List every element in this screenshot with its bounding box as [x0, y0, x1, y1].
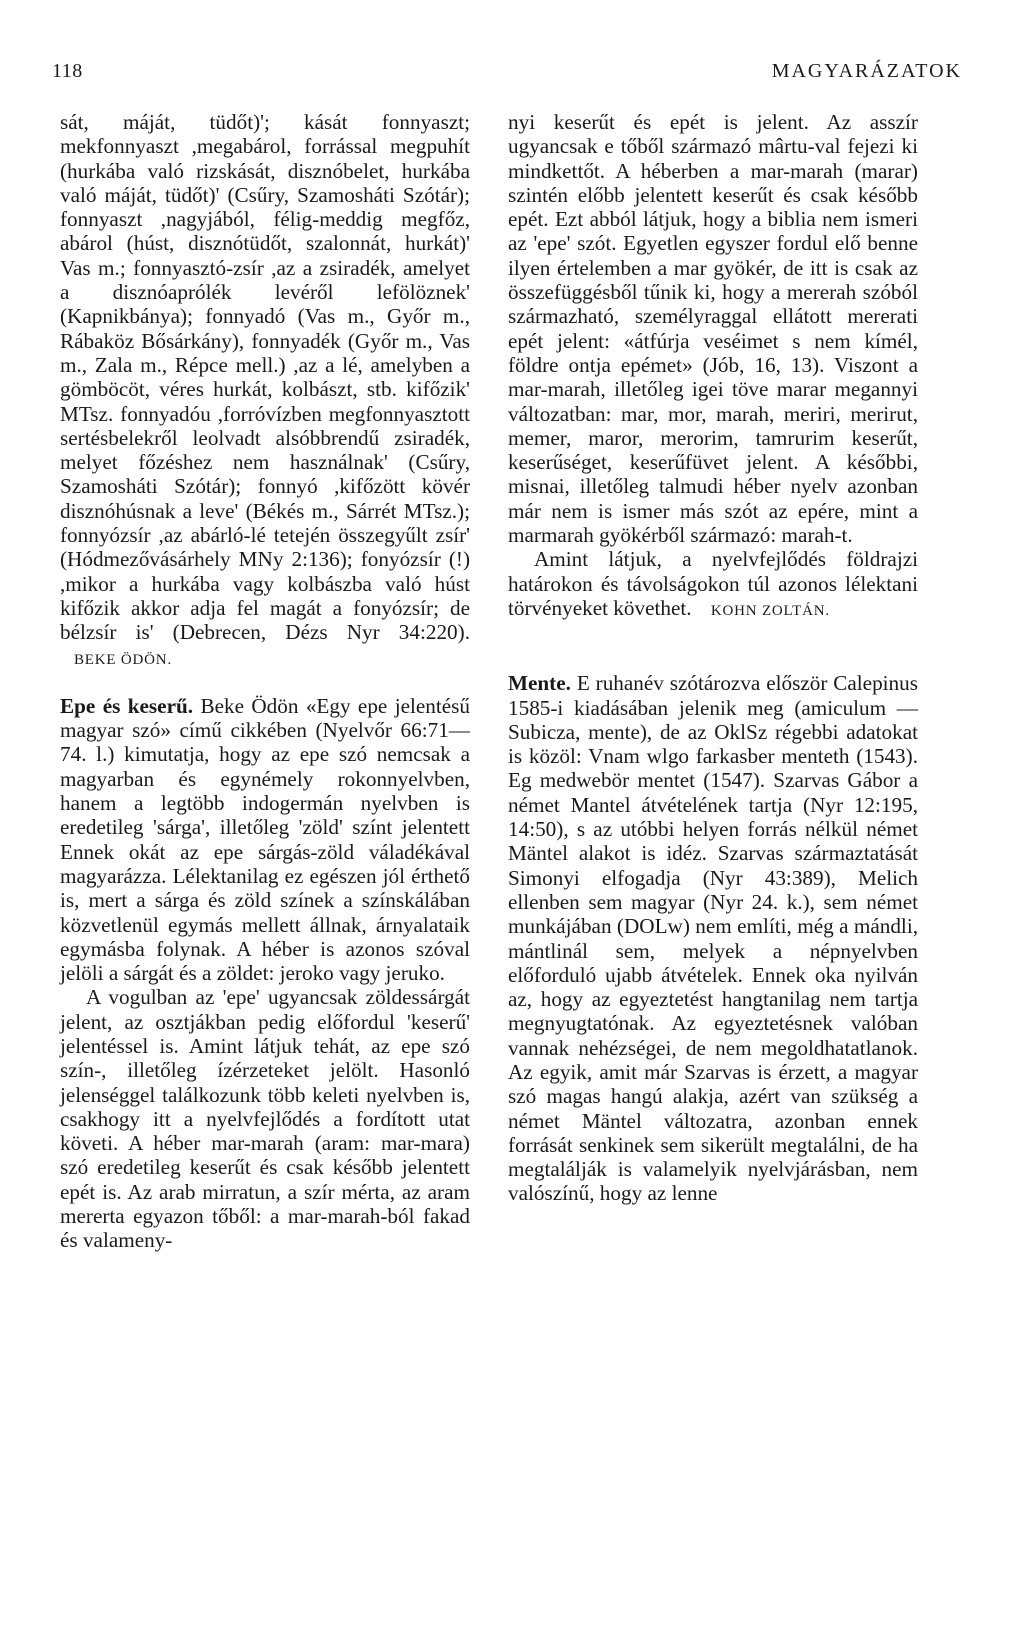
paragraph-mente [508, 671, 918, 1206]
paragraph-text: Amint látjuk, a nyelvfejlődés földrajzi határokon és távolságokon túl azonos lélektani törvényeket követhet. [508, 547, 918, 620]
paragraph-text: sát, máját, tüdőt)'; kását fonnyaszt; mekfonnyaszt ,megabárol, forrással megpuhít (hurkába való rizskását, disznóbelet, hurkába való máját, tüdőt)' (Csűry, Szamosháti Szótár); fonnyaszt ,nagyjából, félig-meddig megfőz, abárol (húst, disznótüdőt, szalonnát, hurkát)' Vas m.; fonnyasztó-zsír ,az a zsiradék, amelyet a disznóaprólék levéről lefölöznek' (Kapnikbánya); fonnyadó (Vas m., Győr m., Rábaköz Bősárkány), fonnyadék (Győr m., Vas m., Zala m., Répce mell.) ,az a lé, amelyben a gömböcöt, véres hurkát, kolbászt, stb. kifőzik' MTsz. fonnyadóu ,forróvízben megfonnyasztott sertésbelekről leolvadt alsóbbrendű zsiradék, melyet főzéshez nem használnak' (Csűry, Szamosháti Szótár); fonnyó ,kifőzött kövér disznóhúsnak a leve' (Békés m., Sárrét MTsz.); fonnyózsír ,az abárló-lé tetején összegyűlt zsír' (Hódmezővásárhely MNy 2:136); fonyózsír (!) ,mikor a hurkába vagy kolbászba való húst kifőzik akkor adja fel magát a fonyózsír; de bélzsír is' (Debrecen, Dézs Nyr 34:220). [60, 110, 470, 645]
running-head: MAGYARÁZATOK [771, 60, 962, 82]
paragraph-conclusion [508, 547, 918, 623]
entry-heading: Epe és keserű. [60, 693, 194, 718]
page-number: 118 [52, 60, 83, 82]
paragraph-text: Beke Ödön «Egy epe jelentésű magyar szó» című cikkében (Nyelvőr 66:71—74. l.) kimutatja, hogy az epe szó nemcsak a magyarban és egynémely rokonnyelvben, hanem a legtöbb indogermán nyelvben is eredetileg 'sárga', illetőleg 'zöld' színt jelentett Ennek okát az epe sárgás-zöld váladékával magyarázza. Lélektanilag ez egészen jól érthető is, mert a sárga és zöld színek a színskálában közvetlenül egymás mellett állnak, árnyalataik egymásba folynak. A héber is azonos szóval jelöli a sárgát és a zöldet: jeroko vagy jeruko. [60, 693, 471, 986]
paragraph-continuation: nyi keserűt és epét is jelent. Az asszír ugyancsak e tőből származó mârtu-val fejezi ki mindkettőt. A héberben a mar-marah (marar) szintén előbb jelentett keserűt és csak később epét. Ezt abból látjuk, hogy a biblia nem ismeri az 'epe' szót. Egyetlen egyszer fordul elő benne ilyen értelemben a mar gyökér, de itt is csak az összefüggésből tűnik ki, hogy a mererah szóból származható, személyraggal ellátott mererati epét jelent: «átfúrja veséimet s nem kímél, földre ontja epémet» (Jób, 16, 13). Viszont a mar-marah, illetőleg igei töve marar megannyi változatban: mar, mor, marah, meriri, merirut, memer, maror, merorim, tamrurim keserűt, keserűséget, keserűfüvet jelent. A későbbi, misnai, illetőleg talmudi héber nyelv azonban már nem is ismer más szót az epére, mint a marmarah gyökérből származó: marah-t. [508, 110, 918, 548]
paragraph-text: E ruhanév szótározva először Calepinus 1585-i kiadásában jelenik meg (amiculum — Subicza, mente), de az OklSz régebbi adatokat is közöl: Vnam wlgo farkasber menteth (1543). Eg medwebör mentet (1547). Szarvas Gábor a német Mantel átvételének tartja (Nyr 12:195, 14:50), s az utóbbi helyen forrás nélkül német Mäntel alakot is idéz. Szarvas származtatását Simonyi elfogadja (Nyr 43:389), Melich ellenben sem magyar (Nyr 24. k.), sem német munkájában (DOLw) nem említi, még a mándli, mántlinál sem, melyek a népnyelvben előforduló ujabb átvételek. Ennek oka nyilván az, hogy az egyeztetést hangtanilag nem tartja megnyugtatónak. Az egyeztetésnek valóban vannak nehézségei, de nem megoldhatatlanok. Az egyik, amit már Szarvas is érzett, a magyar szó magas hangú alakja, azért van szükség a német Mäntel változatra, azonban ennek forrását senkinek sem sikerült megtalálni, de ha megtalálják is valamelyik nyelvjárásban, nem valószínű, hogy az lenne [508, 671, 918, 1206]
paragraph-epe-es-keseru [60, 694, 470, 986]
author-signature: KOHN ZOLTÁN. [710, 602, 830, 619]
paragraph-fonnyaszt-entry [60, 110, 470, 672]
paragraph-vogul: A vogulban az 'epe' ugyancsak zöldessárgát jelent, az osztjákban pedig előfordul 'keserű' jelentéssel is. Amint látjuk tehát, az epe szó szín-, illetőleg ízérzeteket jelölt. Hasonló jelenséggel találkozunk több keleti nyelvben is, csakhogy itt a nyelvfejlődés a fordított utat követi. A héber mar-marah (aram: mar-mara) szó eredetileg keserűt és csak később jelentett epét is. Az arab mirratun, a szír mérta, az aram mererta egyazon tőből: a mar-marah-ból fakad és valameny- [60, 985, 470, 1253]
author-signature: BEKE ÖDÖN. [74, 651, 172, 668]
left-column [60, 110, 470, 1253]
right-column [508, 110, 918, 1206]
entry-heading: Mente. [508, 671, 571, 696]
